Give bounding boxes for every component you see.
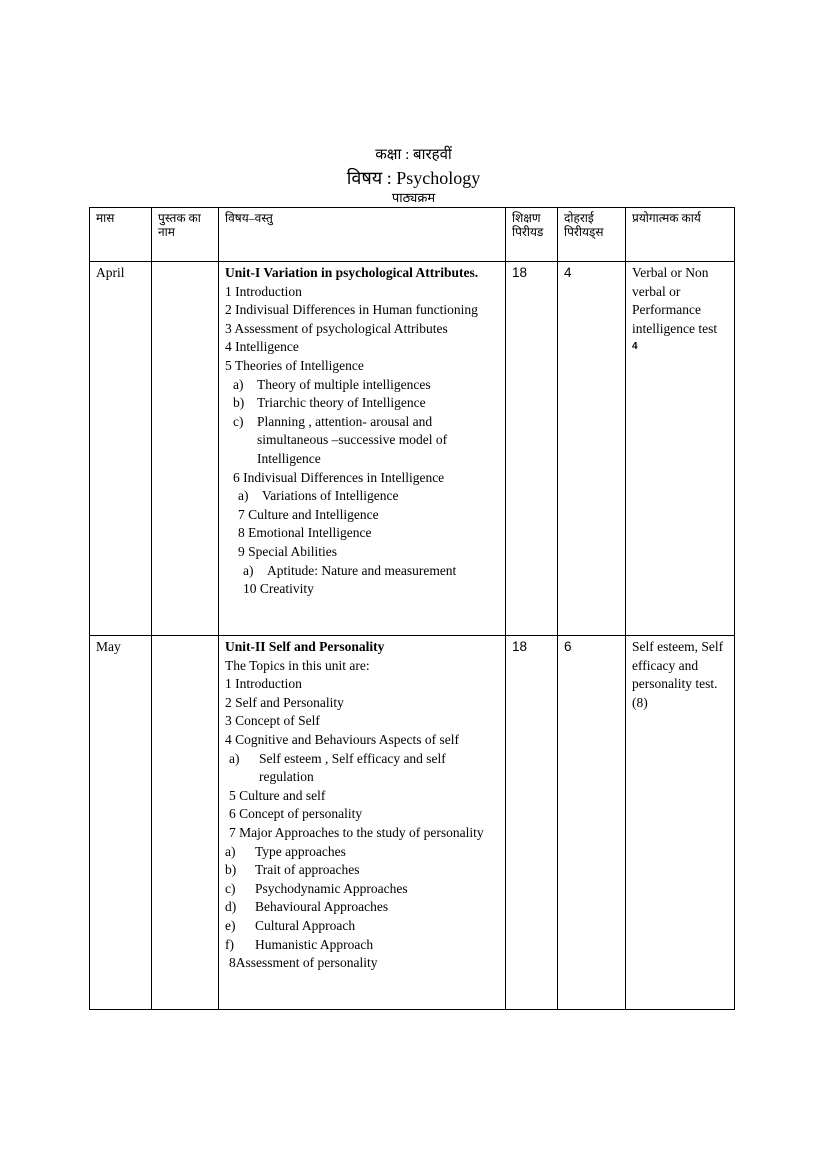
topic-item: 4 Cognitive and Behaviours Aspects of self <box>225 731 459 747</box>
col-header-teaching-periods: शिक्षण पिरीयड <box>506 208 558 262</box>
subtopic-item <box>225 880 499 899</box>
subtopic-text: Triarchic theory of Intelligence <box>257 395 426 411</box>
topic-item: 6 Indivisual Differences in Intelligence <box>233 469 445 485</box>
practical-cell <box>626 636 735 1010</box>
list-marker: c) <box>225 880 236 896</box>
list-marker: d) <box>225 899 237 915</box>
subtopic-text: Planning , attention- arousal and simultaneous –successive model of Intelligence <box>257 413 448 466</box>
unit-title: Unit-II Self and Personality <box>225 639 385 654</box>
col-header-revision-periods: दोहराई पिरीयड्स <box>558 208 626 262</box>
col-header-practical-work: प्रयोगात्मक कार्य <box>626 208 735 262</box>
revision-periods-cell: 6 <box>558 636 626 1010</box>
col-header-month: मास <box>90 208 152 262</box>
table-row <box>90 262 735 636</box>
subtopic-text: Psychodynamic Approaches <box>255 880 408 896</box>
content-cell <box>219 262 506 636</box>
subtopic-text: Aptitude: Nature and measurement <box>267 562 457 578</box>
subtopic-text: Trait of approaches <box>255 862 360 878</box>
unit-title: Unit-I Variation in psychological Attributes. <box>225 265 479 280</box>
table-header-row <box>90 208 735 262</box>
subtopic-text: Type approaches <box>255 843 346 859</box>
topic-item: 5 Theories of Intelligence <box>225 357 364 373</box>
content-cell <box>219 636 506 1010</box>
revision-periods-cell: 4 <box>558 262 626 636</box>
subtopic-text: Cultural Approach <box>255 917 356 933</box>
class-heading: कक्षा : बारहवीं <box>375 147 452 163</box>
list-marker: a) <box>233 376 244 392</box>
subtopic-item <box>225 750 499 787</box>
syllabus-heading: पाठ्यक्रम <box>391 190 436 205</box>
topic-item: 3 Assessment of psychological Attributes <box>225 320 448 336</box>
subtopic-text: Variations of Intelligence <box>262 488 399 504</box>
list-marker: a) <box>243 562 254 578</box>
subtopic-item <box>225 917 499 936</box>
topic-item: 2 Self and Personality <box>225 694 344 710</box>
topic-item: 8 Emotional Intelligence <box>238 525 372 541</box>
subtopic-item <box>225 861 499 880</box>
subtopic-item <box>225 376 499 395</box>
practical-cell <box>626 262 735 636</box>
subject-heading: विषय : Psychology <box>346 168 481 188</box>
topic-item: 8Assessment of personality <box>229 955 378 971</box>
subtopic-item <box>225 394 499 413</box>
syllabus-table <box>89 207 735 1010</box>
topic-item: 1 Introduction <box>225 676 302 692</box>
month-cell: April <box>90 262 152 636</box>
subtopic-item <box>225 936 499 955</box>
subtopic-item <box>225 562 499 581</box>
month-cell: May <box>90 636 152 1010</box>
topic-item: 3 Concept of Self <box>225 713 320 729</box>
practical-text: Verbal or Non verbal or Performance intelligence test <box>632 265 718 336</box>
topic-item: The Topics in this unit are: <box>225 657 370 673</box>
subtopic-text: Humanistic Approach <box>255 936 374 952</box>
topic-item: 7 Major Approaches to the study of personality <box>229 824 484 840</box>
practical-number: 4 <box>632 341 638 353</box>
list-marker: c) <box>233 413 244 429</box>
practical-text: Self esteem, Self efficacy and personality test. <box>632 639 724 692</box>
subtopic-item <box>225 843 499 862</box>
practical-number: (8) <box>632 694 648 710</box>
topic-item: 6 Concept of personality <box>229 806 363 822</box>
subtopic-item <box>225 487 499 506</box>
list-marker: b) <box>233 395 245 411</box>
col-header-content: विषय–वस्तु <box>219 208 506 262</box>
topic-item: 1 Introduction <box>225 283 302 299</box>
book-cell <box>152 262 219 636</box>
list-marker: e) <box>225 917 236 933</box>
subtopic-item <box>225 898 499 917</box>
table-row <box>90 636 735 1010</box>
topic-item: 4 Intelligence <box>225 339 299 355</box>
list-marker: a) <box>238 488 249 504</box>
teaching-periods-cell: 18 <box>506 262 558 636</box>
col-header-book-name: पुस्तक का नाम <box>152 208 219 262</box>
topic-item: 9 Special Abilities <box>238 543 337 559</box>
topic-item: 10 Creativity <box>243 581 314 597</box>
list-marker: f) <box>225 936 234 952</box>
subtopic-text: Self esteem , Self efficacy and self regulation <box>259 750 446 785</box>
teaching-periods-cell: 18 <box>506 636 558 1010</box>
subtopic-text: Theory of multiple intelligences <box>257 376 431 392</box>
topic-item: 2 Indivisual Differences in Human functioning <box>225 302 478 318</box>
book-cell <box>152 636 219 1010</box>
list-marker: a) <box>229 750 240 766</box>
subtopic-item <box>225 413 499 469</box>
list-marker: b) <box>225 862 237 878</box>
subtopic-text: Behavioural Approaches <box>255 899 389 915</box>
list-marker: a) <box>225 843 236 859</box>
topic-item: 7 Culture and Intelligence <box>238 506 379 522</box>
topic-item: 5 Culture and self <box>229 787 326 803</box>
